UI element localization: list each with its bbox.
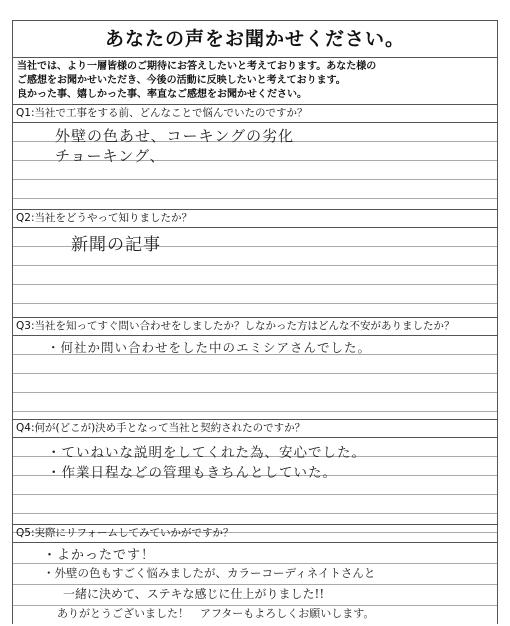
answer-rule (13, 392, 497, 393)
question-5-section (13, 524, 497, 626)
handwritten-answer: ・よかったです！ (43, 548, 156, 563)
question-1-label: Q1:当社で工事をする前、どんなことで悩んでいたのですか？ (13, 105, 497, 123)
answer-rule (13, 373, 497, 374)
answer-rule (13, 265, 497, 266)
handwritten-answer: ・外壁の色もすごく悩みましたが、カラーコーディネイトさんと (43, 566, 376, 580)
intro-line: 良かった事、嬉しかった事、率直なご感想をお聞かせください。 (17, 89, 307, 100)
handwritten-answer: チョーキング、 (55, 147, 166, 165)
answer-rule (13, 284, 497, 285)
handwritten-answer: ・作業日程などの管理もきちんとしていた。 (47, 465, 337, 481)
intro-line: ご感想をお聞かせいただき、今後の活動に反映したいと考えております。 (17, 75, 346, 86)
handwritten-answer: 外壁の色あせ、コーキングの劣化 (55, 127, 295, 145)
form-title: あなたの声をお聞かせください。 (13, 21, 497, 58)
answer-rule (13, 494, 497, 495)
answer-rule (13, 303, 497, 304)
question-2-section (13, 209, 497, 318)
handwritten-answer: ありがとうございました！ アフターもよろしくお願いします。 (57, 607, 375, 620)
answer-rule (13, 411, 497, 412)
handwritten-answer: 新聞の記事 (71, 235, 161, 255)
answer-rule (13, 513, 497, 514)
answer-rule (13, 179, 497, 180)
handwritten-answer: ・何社か問い合わせをした中のエミシアさんでした。 (47, 340, 372, 355)
handwritten-answer: 一緒に決めて、ステキな感じに仕上がりました!! (63, 587, 325, 601)
intro-line: 当社では、より一層皆様のご期待にお答えしたいと考えております。あなた様の (17, 61, 377, 72)
question-2-label: Q2:当社をどうやって知りましたか？ (13, 210, 497, 228)
question-3-label: Q3:当社を知ってすぐ問い合わせをしましたか？しなかった方はどんな不安がありましたか？ (13, 318, 497, 336)
intro-text (13, 58, 497, 105)
survey-form (12, 20, 498, 624)
answer-rule (13, 563, 497, 564)
handwritten-answer: ・ていねいな説明をしてくれた為、安心でした。 (47, 445, 366, 461)
question-4-label: Q4:何が(どこが)決め手となって当社と契約されたのですか？ (13, 420, 497, 438)
question-5-label: Q5:実際にリフォームしてみていかがですか？ (13, 525, 497, 543)
answer-rule (13, 198, 497, 199)
